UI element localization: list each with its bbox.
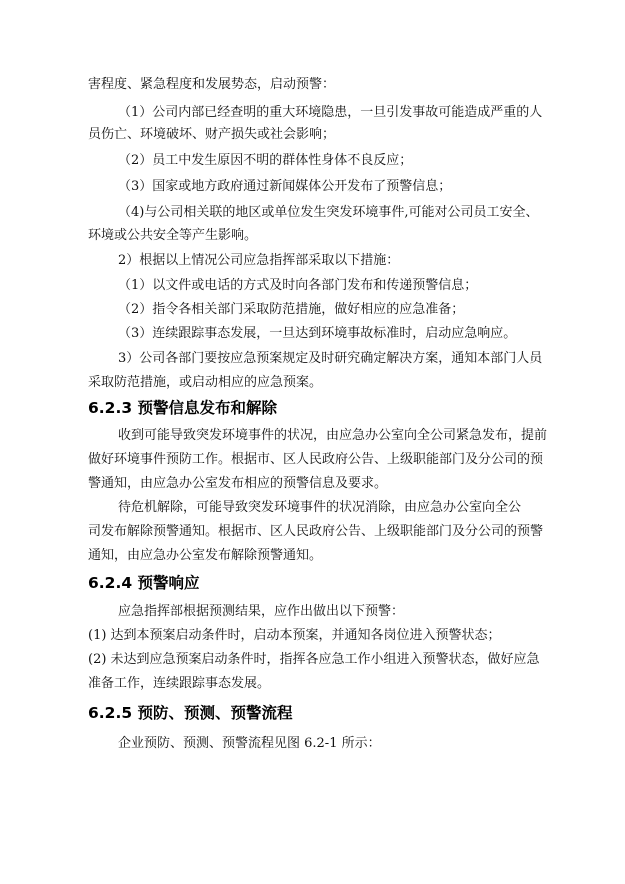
paragraph-line: 害程度、紧急程度和发展势态，启动预警： [88, 77, 336, 92]
paragraph-line: 环境或公共安全等产生影响。 [88, 228, 258, 243]
paragraph-line: 通知，由应急办公室发布解除预警通知。 [88, 548, 323, 563]
paragraph-line: 员伤亡、环境破坏、财产损失或社会影响； [88, 127, 336, 142]
section-heading-6-2-4: 6.2.4 预警响应 [88, 574, 200, 592]
paragraph-line: 做好环境事件预防工作。根据市、区人民政府公告、上级职能部门及分公司的预 [88, 452, 544, 467]
measure-item-1: （1）以文件或电话的方式及时向各部门发布和传递预警信息； [118, 278, 478, 293]
list-item-3: （3）国家或地方政府通过新闻媒体公开发布了预警信息； [118, 179, 452, 194]
paragraph-line: 待危机解除，可能导致突发环境事件的状况消除，由应急办公室向全公 [118, 500, 522, 515]
departments-paragraph: 3）公司各部门要按应急预案规定及时研究确定解决方案，通知本部门人员 [118, 351, 543, 366]
list-item-1: (1) 达到本预案启动条件时，启动本预案，并通知各岗位进入预警状态； [88, 628, 501, 643]
list-item-2: (2) 未达到应急预案启动条件时，指挥各应急工作小组进入预警状态，做好应急 [88, 652, 540, 667]
list-item-1: （1）公司内部已经查明的重大环境隐患，一旦引发事故可能造成严重的人 [118, 105, 543, 120]
list-item-2: （2）员工中发生原因不明的群体性身体不良反应； [118, 153, 413, 168]
measure-item-2: （2）指令各相关部门采取防范措施，做好相应的应急准备； [118, 302, 465, 317]
paragraph-line: 警通知，由应急办公室发布相应的预警信息及要求。 [88, 476, 388, 491]
list-item-4: （4)与公司相关联的地区或单位发生突发环境事件,可能对公司员工安全、 [118, 205, 539, 220]
section-heading-6-2-5: 6.2.5 预防、预测、预警流程 [88, 704, 293, 722]
measure-item-3: （3）连续跟踪事态发展，一旦达到环境事故标准时，启动应急响应。 [118, 326, 517, 341]
paragraph-line: 司发布解除预警通知。根据市、区人民政府公告、上级职能部门及分公司的预警 [88, 524, 544, 539]
section-heading-6-2-3: 6.2.3 预警信息发布和解除 [88, 399, 278, 417]
paragraph-line: 采取防范措施，或启动相应的应急预案。 [88, 375, 323, 390]
paragraph-line: 企业预防、预测、预警流程见图 6.2-1 所示： [118, 736, 381, 751]
paragraph-line: 应急指挥部根据预测结果，应作出做出以下预警： [118, 604, 405, 619]
paragraph-line: 收到可能导致突发环境事件的状况，由应急办公室向全公司紧急发布，提前 [118, 428, 548, 443]
paragraph-line: 准备工作，连续跟踪事态发展。 [88, 676, 271, 691]
measures-intro: 2）根据以上情况公司应急指挥部采取以下措施： [118, 253, 400, 268]
